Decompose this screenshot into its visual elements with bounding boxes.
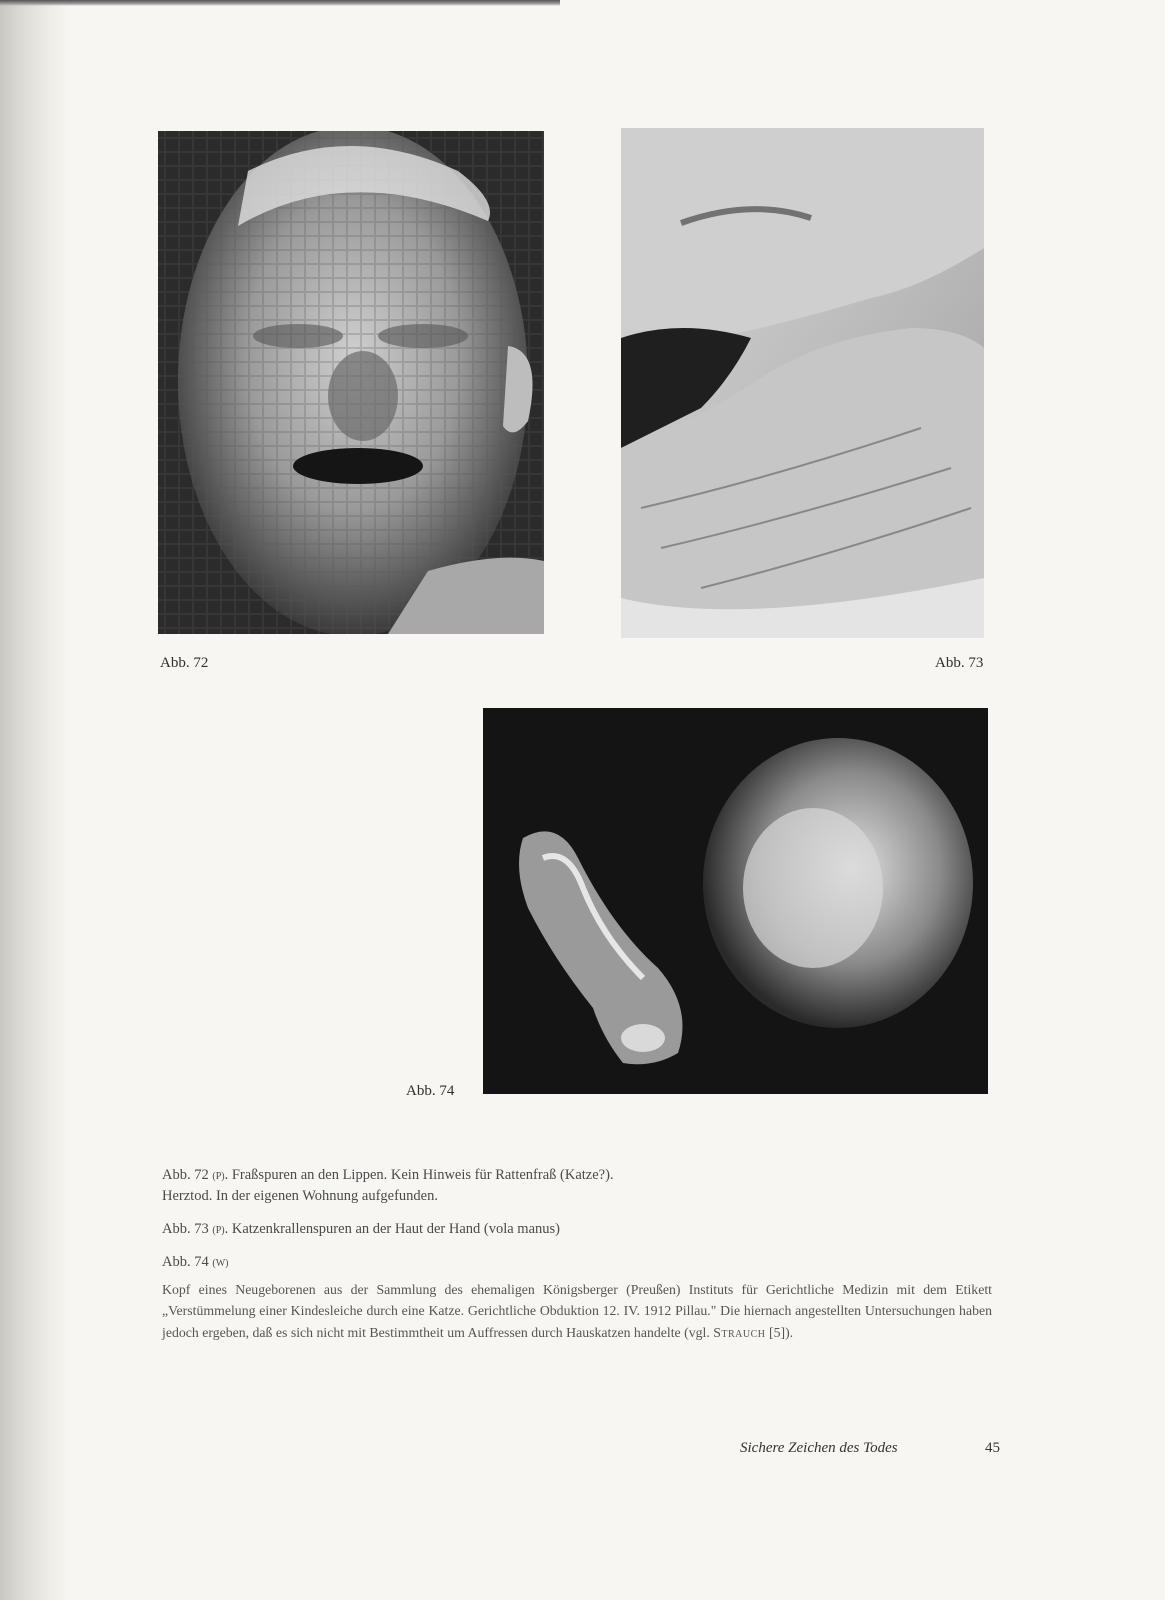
face-photo-icon bbox=[158, 131, 544, 634]
caption-74-author: Strauch bbox=[713, 1324, 766, 1340]
caption-74-ref: [5]). bbox=[768, 1324, 794, 1340]
figure-74-label: Abb. 74 bbox=[406, 1083, 455, 1099]
skin-texture-photo-icon bbox=[621, 128, 984, 638]
figure-72-photo bbox=[158, 131, 544, 634]
caption-73-prefix: Abb. 73 bbox=[162, 1221, 209, 1238]
caption-74-prefix: Abb. 74 bbox=[162, 1254, 209, 1271]
caption-72-line2: Herztod. In der eigenen Wohnung aufgefunden. bbox=[162, 1188, 438, 1205]
caption-73-source: (P) bbox=[212, 1225, 225, 1237]
caption-72-source: (P) bbox=[212, 1171, 225, 1182]
caption-74-body: Kopf eines Neugeborenen aus der Sammlung des ehemaligen Königsberger (Preußen) Instituts für Gerichtliche Medizin mit dem Etikett „Verstümmelung einer Kindesleiche durch eine Katze. Gerichtliche Obduktion 12. IV. 1912 Pillau." Die hiernach angestellten Untersuchungen haben jedoch ergeben, daß es sich nicht mit Bestimmtheit um Auffressen durch Hauskatzen handelte (vgl. bbox=[162, 1282, 992, 1340]
page-footer bbox=[740, 1440, 1000, 1457]
figure-73-label: Abb. 73 bbox=[935, 655, 984, 671]
figure-74-photo bbox=[483, 708, 988, 1094]
binding-shadow bbox=[0, 0, 70, 1600]
caption-gap bbox=[162, 1240, 992, 1252]
caption-72-line1 bbox=[162, 1165, 992, 1186]
page-number: 45 bbox=[985, 1440, 1000, 1456]
figure-captions bbox=[162, 1165, 992, 1343]
figure-72-label: Abb. 72 bbox=[160, 655, 209, 671]
caption-72-prefix: Abb. 72 bbox=[162, 1167, 209, 1183]
caption-74-heading bbox=[162, 1252, 992, 1273]
caption-73 bbox=[162, 1219, 992, 1240]
caption-72-text: . Fraßspuren an den Lippen. Kein Hinweis für Rattenfraß (Katze?). bbox=[224, 1167, 614, 1183]
running-title: Sichere Zeichen des Todes bbox=[740, 1440, 898, 1456]
caption-74-source: (W) bbox=[212, 1258, 229, 1270]
figure-73-photo bbox=[621, 128, 984, 638]
page-top-edge bbox=[0, 0, 560, 6]
caption-gap bbox=[162, 1207, 992, 1219]
caption-73-text: . Katzenkrallenspuren an der Haut der Hand (vola manus) bbox=[224, 1221, 560, 1238]
caption-74-text bbox=[162, 1279, 992, 1343]
specimen-photo-icon bbox=[483, 708, 988, 1094]
